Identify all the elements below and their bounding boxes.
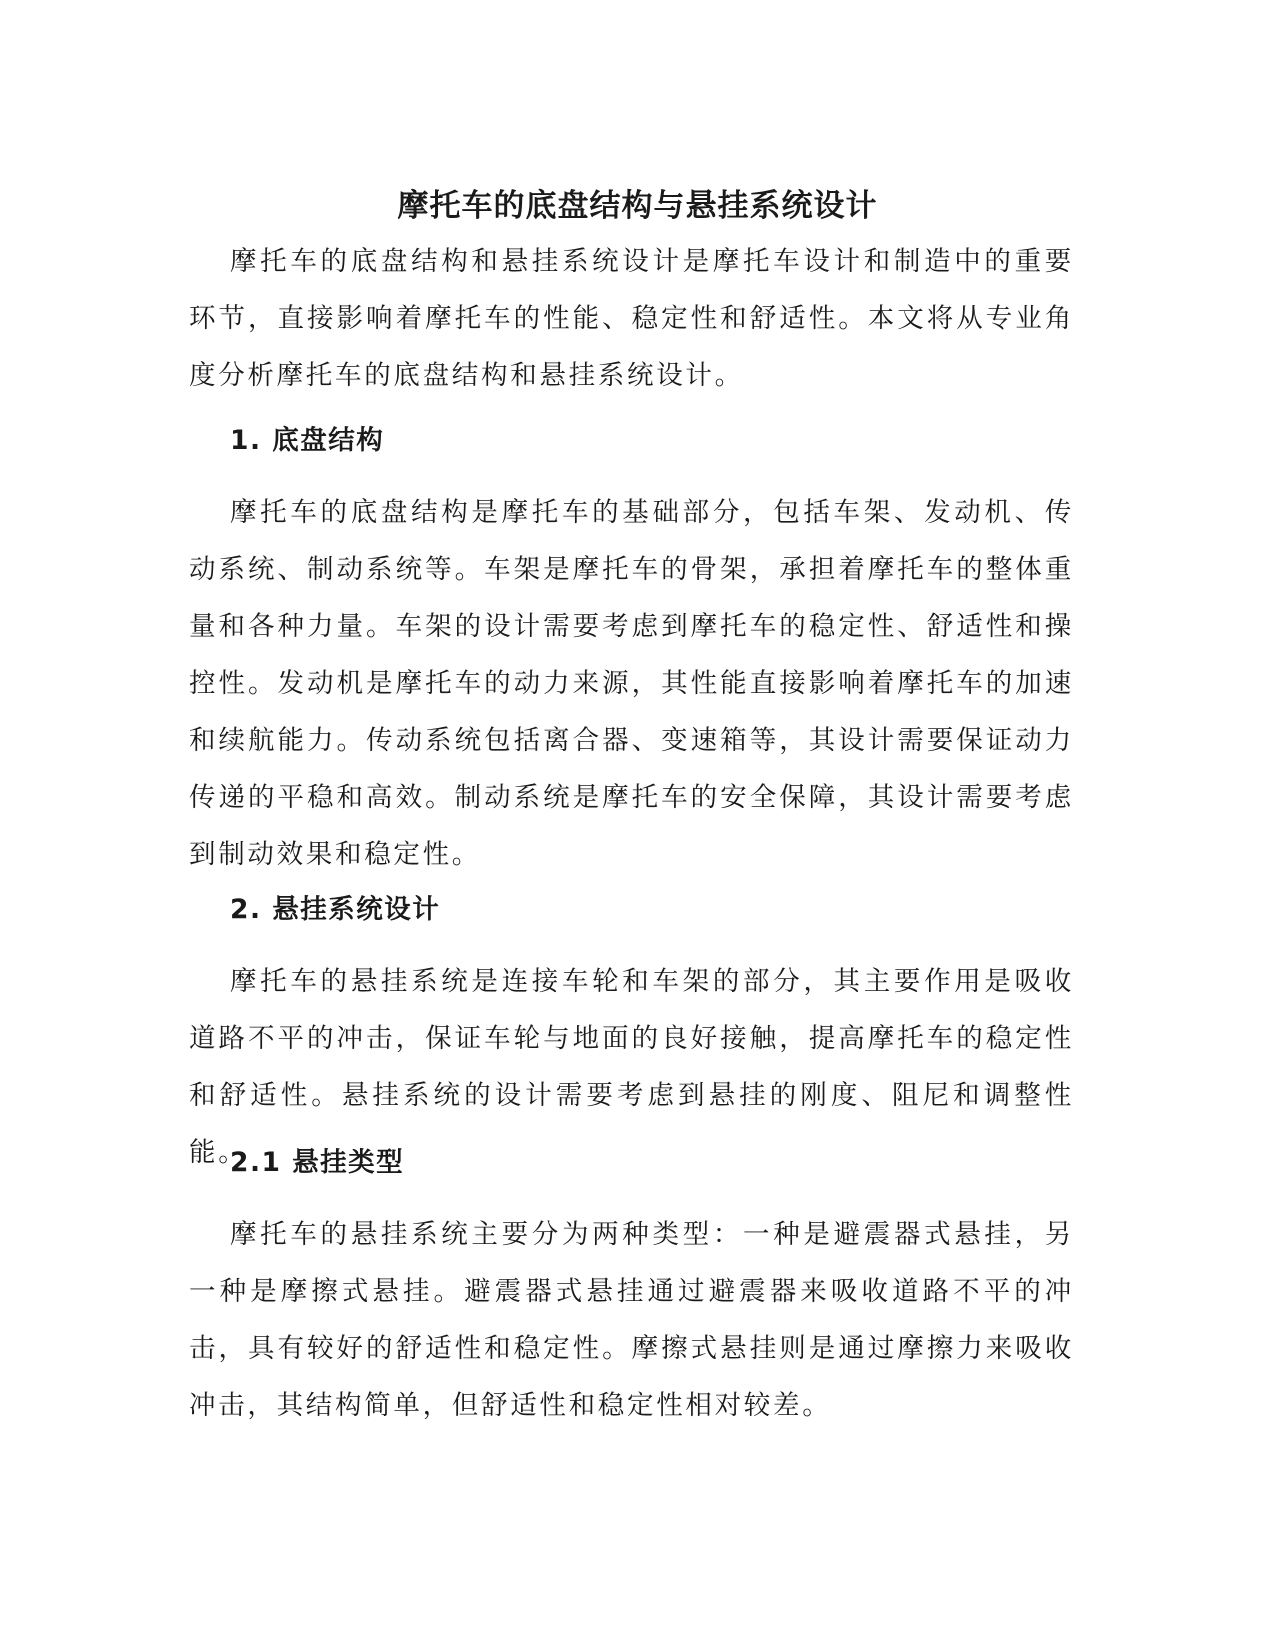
intro-paragraph: 摩托车的底盘结构和悬挂系统设计是摩托车设计和制造中的重要环节，直接影响着摩托车的性能、稳定性和舒适性。本文将从专业角度分析摩托车的底盘结构和悬挂系统设计。 xyxy=(189,246,1074,391)
section-1-heading: 1. 底盘结构 xyxy=(230,425,385,456)
section-2-1-heading: 2.1 悬挂类型 xyxy=(230,1147,405,1178)
section-2-1-paragraph: 摩托车的悬挂系统主要分为两种类型：一种是避震器式悬挂，另一种是摩擦式悬挂。避震器式悬挂通过避震器来吸收道路不平的冲击，具有较好的舒适性和稳定性。摩擦式悬挂则是通过摩擦力来吸收冲击，其结构简单，但舒适性和稳定性相对较差。 xyxy=(189,1219,1074,1421)
document-title: 摩托车的底盘结构与悬挂系统设计 xyxy=(397,187,878,224)
section-1-paragraph: 摩托车的底盘结构是摩托车的基础部分，包括车架、发动机、传动系统、制动系统等。车架是摩托车的骨架，承担着摩托车的整体重量和各种力量。车架的设计需要考虑到摩托车的稳定性、舒适性和操控性。发动机是摩托车的动力来源，其性能直接影响着摩托车的加速和续航能力。传动系统包括离合器、变速箱等，其设计需要保证动力传递的平稳和高效。制动系统是摩托车的安全保障，其设计需要考虑到制动效果和稳定性。 xyxy=(189,497,1074,870)
section-2-heading: 2. 悬挂系统设计 xyxy=(230,894,441,925)
section-2-paragraph: 摩托车的悬挂系统是连接车轮和车架的部分，其主要作用是吸收道路不平的冲击，保证车轮与地面的良好接触，提高摩托车的稳定性和舒适性。悬挂系统的设计需要考虑到悬挂的刚度、阻尼和调整性能。 xyxy=(189,966,1074,1168)
